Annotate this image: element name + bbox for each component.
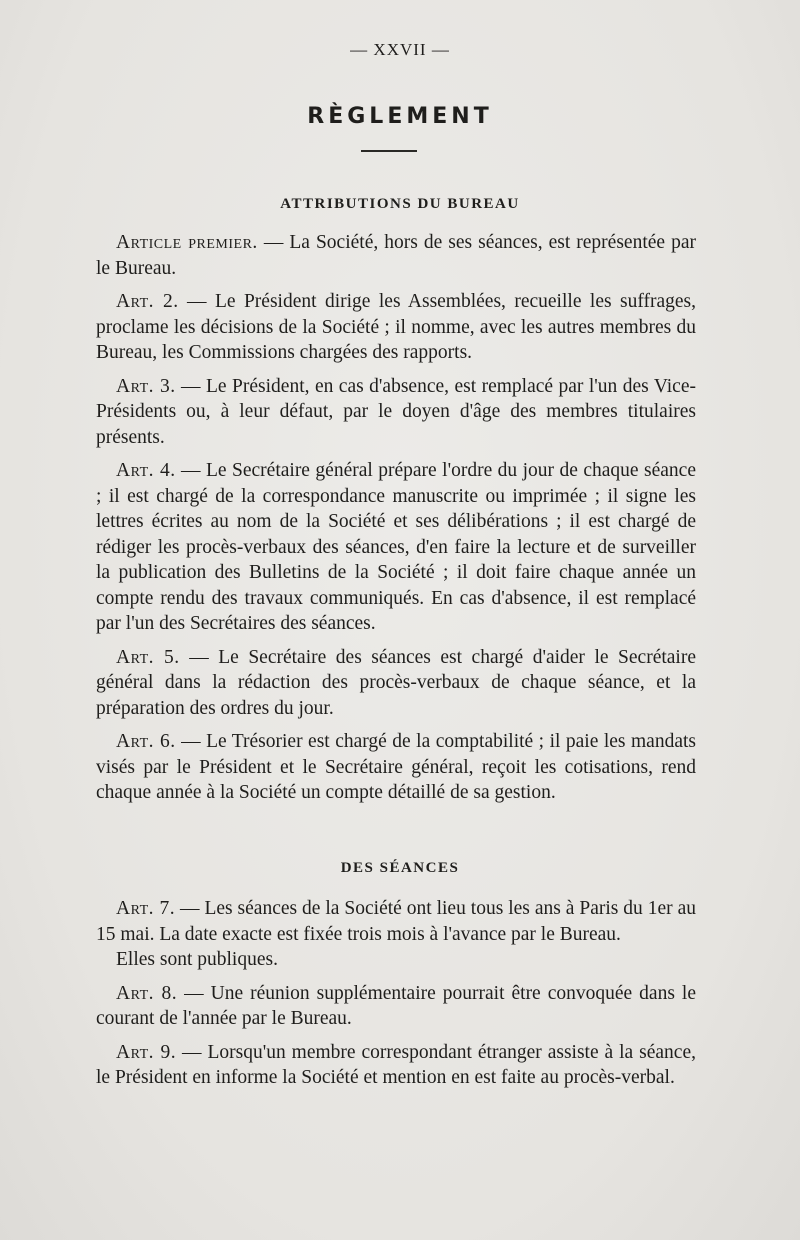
article-label: Article premier.	[116, 232, 258, 253]
article-paragraph	[96, 458, 696, 637]
section-heading-seances: DES SÉANCES	[340, 860, 460, 876]
article-text: — Les séances de la Société ont lieu tous les ans à Paris du 1er au 15 mai. La date exacte est fixée trois mois à l'avance par le Bureau.	[96, 898, 696, 945]
article-text: — Le Président dirige les Assemblées, recueille les suffrages, proclame les décisions de la Société ; il nomme, avec les autres membres du Bureau, les Commissions chargées des rapports.	[96, 291, 696, 363]
article-label: Art. 8.	[116, 982, 178, 1004]
article-text: — La Société, hors de ses séances, est représentée par le Bureau.	[96, 232, 696, 279]
article-text: — Le Secrétaire des séances est chargé d'aider le Secrétaire général dans la rédaction des procès-verbaux de chaque séance, et la préparation des ordres du jour.	[96, 646, 696, 719]
article-paragraph	[96, 645, 696, 722]
article-label: Art. 5.	[116, 646, 180, 668]
article-paragraph	[96, 981, 696, 1032]
article-paragraph	[96, 947, 696, 973]
article-paragraph	[96, 1040, 696, 1091]
article-label: Art. 9.	[116, 1041, 177, 1063]
article-label: Art. 6.	[116, 731, 176, 752]
article-paragraph	[96, 230, 696, 281]
article-text: — Le Trésorier est chargé de la comptabilité ; il paie les mandats visés par le Président et le Secrétaire général, reçoit les cotisations, rend chaque année à la Société un compte détaillé de sa gestion.	[96, 731, 696, 803]
article-text: — Une réunion supplémentaire pourrait être convoquée dans le courant de l'année par le Bureau.	[96, 982, 696, 1029]
article-paragraph	[96, 896, 696, 947]
article-paragraph	[96, 729, 696, 806]
article-label: Art. 2.	[116, 291, 179, 312]
page-title: RÈGLEMENT	[307, 104, 493, 129]
article-text: — Lorsqu'un membre correspondant étranger assiste à la séance, le Président en informe la Société et mention en est faite au procès-verbal.	[96, 1041, 696, 1088]
article-label: Art. 4.	[116, 460, 176, 481]
article-label: Art. 3.	[116, 375, 176, 397]
section-heading-bureau: ATTRIBUTIONS DU BUREAU	[280, 196, 520, 212]
article-label: Art. 7.	[116, 898, 176, 919]
section-body-bureau	[96, 230, 696, 806]
article-text: — Le Président, en cas d'absence, est remplacé par l'un des Vice-Présidents ou, à leur défaut, par le doyen d'âge des membres titulaires présents.	[96, 375, 696, 448]
page-number: — XXVII —	[350, 40, 450, 59]
article-paragraph	[96, 374, 696, 451]
article-paragraph	[96, 289, 696, 366]
article-text: — Le Secrétaire général prépare l'ordre du jour de chaque séance ; il est chargé de la correspondance manuscrite ou imprimée ; il signe les lettres écrites au nom de la Société et ses délibérations ; il est chargé de rédiger les procès-verbaux des séances, d'en faire la lecture et de surveiller la publication des Bulletins de la Société ; il doit faire chaque année un compte rendu des travaux communiqués. En cas d'absence, il est remplacé par l'un des Secrétaires des séances.	[96, 460, 696, 634]
title-divider	[361, 150, 417, 152]
section-body-seances	[96, 896, 696, 1091]
article-text: Elles sont publiques.	[116, 949, 278, 970]
